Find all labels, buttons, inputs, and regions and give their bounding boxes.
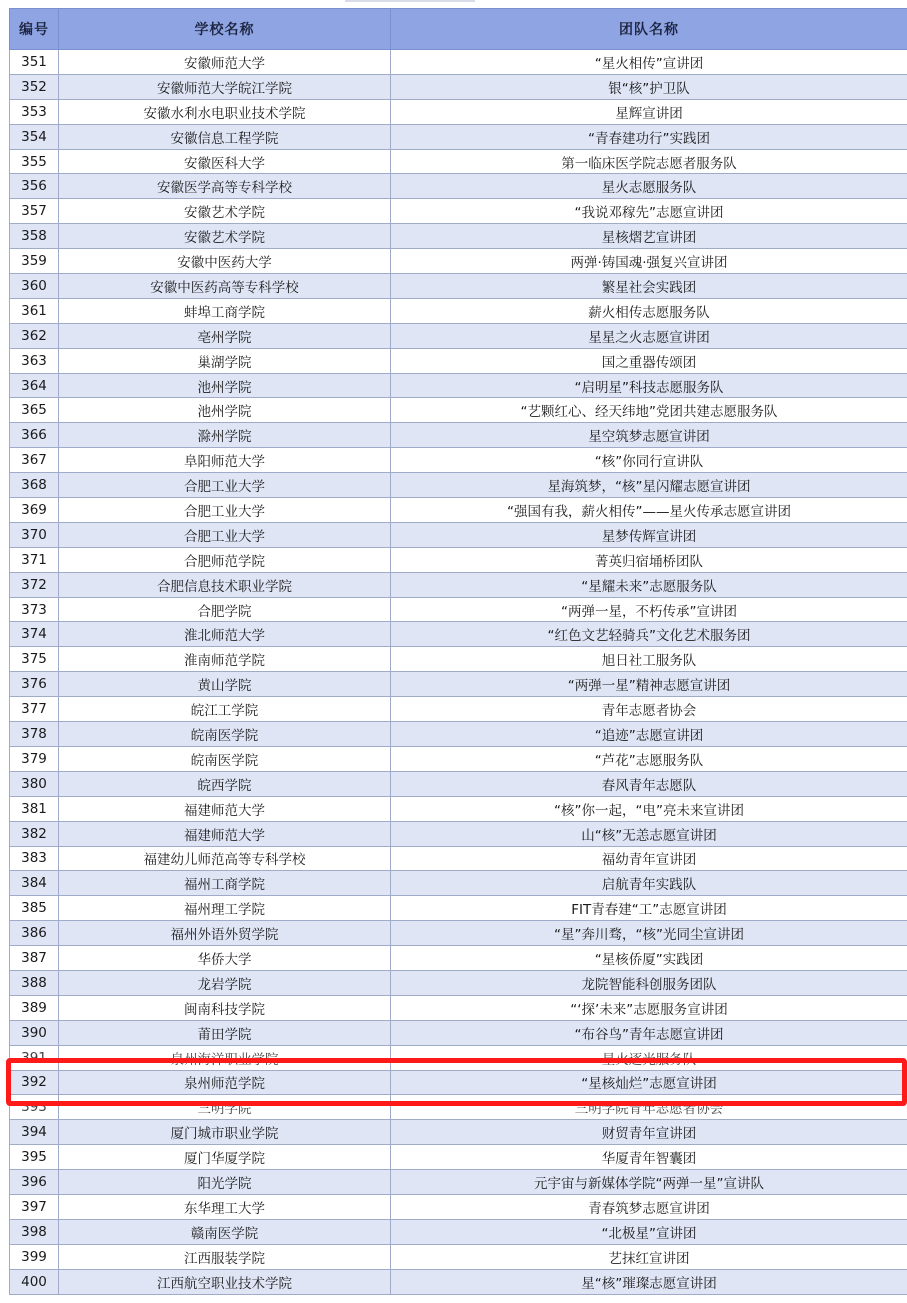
cell-school: 华侨大学 — [59, 946, 391, 971]
cell-school: 安徽信息工程学院 — [59, 124, 391, 149]
cell-team: “星核灿烂”志愿宣讲团 — [391, 1070, 907, 1095]
cell-team: “北极星”宣讲团 — [391, 1219, 907, 1244]
table-row — [10, 124, 907, 149]
table-body — [10, 50, 907, 1295]
cell-team: 元宇宙与新媒体学院“两弹一星”宣讲队 — [391, 1170, 907, 1195]
cell-school: 福建师范大学 — [59, 821, 391, 846]
cell-team: 旭日社工服务队 — [391, 647, 907, 672]
cell-team: 星火逐光服务队 — [391, 1045, 907, 1070]
table-row — [10, 1095, 907, 1120]
cell-school: 江西服装学院 — [59, 1244, 391, 1269]
cell-school: 厦门城市职业学院 — [59, 1120, 391, 1145]
cell-number: 385 — [10, 896, 59, 921]
highlighted-row — [10, 1070, 907, 1095]
cell-school: 皖南医学院 — [59, 722, 391, 747]
table-row — [10, 970, 907, 995]
cell-school: 福州理工学院 — [59, 896, 391, 921]
table-row — [10, 722, 907, 747]
cell-team: 两弹·铸国魂·强复兴宣讲团 — [391, 249, 907, 274]
cell-number: 359 — [10, 249, 59, 274]
table-row — [10, 224, 907, 249]
table-row — [10, 771, 907, 796]
header-row — [10, 9, 907, 50]
cell-team: 青春筑梦志愿宣讲团 — [391, 1194, 907, 1219]
cell-school: 安徽中医药高等专科学校 — [59, 274, 391, 299]
cell-number: 388 — [10, 970, 59, 995]
table-row — [10, 1269, 907, 1294]
cell-team: “星火相传”宣讲团 — [391, 50, 907, 75]
cell-team: “我说邓稼先”志愿宣讲团 — [391, 199, 907, 224]
table-row — [10, 99, 907, 124]
cell-number: 397 — [10, 1194, 59, 1219]
table-row — [10, 796, 907, 821]
table-row — [10, 597, 907, 622]
cell-school: 皖南医学院 — [59, 746, 391, 771]
cell-number: 376 — [10, 672, 59, 697]
table-row — [10, 50, 907, 75]
table-row — [10, 995, 907, 1020]
table-row — [10, 323, 907, 348]
cell-number: 353 — [10, 99, 59, 124]
cell-team: 星“核”璀璨志愿宣讲团 — [391, 1269, 907, 1294]
table-row — [10, 896, 907, 921]
top-rule — [345, 0, 475, 2]
cell-number: 369 — [10, 498, 59, 523]
cell-team: 第一临床医学院志愿者服务队 — [391, 149, 907, 174]
table-row — [10, 448, 907, 473]
cell-team: “追迹”志愿宣讲团 — [391, 722, 907, 747]
cell-number: 357 — [10, 199, 59, 224]
table-row — [10, 746, 907, 771]
cell-number: 383 — [10, 846, 59, 871]
cell-school: 莆田学院 — [59, 1020, 391, 1045]
cell-school: 泉州师范学院 — [59, 1070, 391, 1095]
table-row — [10, 373, 907, 398]
cell-team: “‘探’未来”志愿服务宣讲团 — [391, 995, 907, 1020]
cell-team: “两弹一星，不朽传承”宣讲团 — [391, 597, 907, 622]
cell-number: 362 — [10, 323, 59, 348]
cell-school: 合肥工业大学 — [59, 473, 391, 498]
table-row — [10, 1020, 907, 1045]
cell-number: 390 — [10, 1020, 59, 1045]
cell-number: 400 — [10, 1269, 59, 1294]
cell-number: 377 — [10, 697, 59, 722]
cell-number: 372 — [10, 572, 59, 597]
table-row — [10, 697, 907, 722]
cell-number: 354 — [10, 124, 59, 149]
table-row — [10, 473, 907, 498]
cell-number: 394 — [10, 1120, 59, 1145]
cell-school: 合肥工业大学 — [59, 522, 391, 547]
cell-school: 安徽水利水电职业技术学院 — [59, 99, 391, 124]
cell-team: 龙院智能科创服务团队 — [391, 970, 907, 995]
cell-number: 391 — [10, 1045, 59, 1070]
cell-school: 合肥工业大学 — [59, 498, 391, 523]
table-row — [10, 1194, 907, 1219]
cell-school: 合肥师范学院 — [59, 547, 391, 572]
cell-school: 安徽师范大学 — [59, 50, 391, 75]
cell-team: 福幼青年宣讲团 — [391, 846, 907, 871]
table-row — [10, 547, 907, 572]
cell-number: 367 — [10, 448, 59, 473]
cell-number: 370 — [10, 522, 59, 547]
table-row — [10, 498, 907, 523]
cell-school: 蚌埠工商学院 — [59, 298, 391, 323]
cell-number: 379 — [10, 746, 59, 771]
table-row — [10, 398, 907, 423]
cell-number: 365 — [10, 398, 59, 423]
table-row — [10, 423, 907, 448]
cell-school: 福建师范大学 — [59, 796, 391, 821]
cell-school: 安徽师范大学皖江学院 — [59, 74, 391, 99]
cell-school: 安徽中医药大学 — [59, 249, 391, 274]
cell-number: 373 — [10, 597, 59, 622]
cell-team: 财贸青年宣讲团 — [391, 1120, 907, 1145]
cell-team: “强国有我，薪火相传”——星火传承志愿宣讲团 — [391, 498, 907, 523]
cell-school: 巢湖学院 — [59, 348, 391, 373]
table-row — [10, 846, 907, 871]
cell-number: 398 — [10, 1219, 59, 1244]
cell-team: 薪火相传志愿服务队 — [391, 298, 907, 323]
cell-number: 396 — [10, 1170, 59, 1195]
header-team: 团队名称 — [391, 9, 907, 50]
cell-team: “核”你同行宣讲队 — [391, 448, 907, 473]
table-row — [10, 348, 907, 373]
cell-school: 东华理工大学 — [59, 1194, 391, 1219]
cell-school: 福州工商学院 — [59, 871, 391, 896]
team-list-table — [9, 8, 907, 1295]
cell-team: 银“核”护卫队 — [391, 74, 907, 99]
cell-school: 安徽医学高等专科学校 — [59, 174, 391, 199]
cell-team: 星核熠艺宣讲团 — [391, 224, 907, 249]
cell-team: “青春建功行”实践团 — [391, 124, 907, 149]
cell-team: 星辉宣讲团 — [391, 99, 907, 124]
table-row — [10, 1170, 907, 1195]
cell-school: 龙岩学院 — [59, 970, 391, 995]
cell-team: “芦花”志愿服务队 — [391, 746, 907, 771]
table-row — [10, 149, 907, 174]
cell-number: 363 — [10, 348, 59, 373]
cell-team: 启航青年实践队 — [391, 871, 907, 896]
cell-school: 滁州学院 — [59, 423, 391, 448]
table-row — [10, 647, 907, 672]
cell-school: 池州学院 — [59, 398, 391, 423]
cell-number: 399 — [10, 1244, 59, 1269]
cell-number: 378 — [10, 722, 59, 747]
cell-team: 艺抹红宣讲团 — [391, 1244, 907, 1269]
table-row — [10, 1045, 907, 1070]
cell-number: 361 — [10, 298, 59, 323]
cell-team: 星空筑梦志愿宣讲团 — [391, 423, 907, 448]
cell-school: 合肥信息技术职业学院 — [59, 572, 391, 597]
header-school: 学校名称 — [59, 9, 391, 50]
cell-school: 安徽艺术学院 — [59, 224, 391, 249]
cell-number: 395 — [10, 1145, 59, 1170]
cell-school: 阜阳师范大学 — [59, 448, 391, 473]
cell-number: 358 — [10, 224, 59, 249]
cell-team: 三明学院青年志愿者协会 — [391, 1095, 907, 1120]
cell-number: 380 — [10, 771, 59, 796]
cell-number: 393 — [10, 1095, 59, 1120]
table-row — [10, 921, 907, 946]
cell-school: 池州学院 — [59, 373, 391, 398]
cell-school: 黄山学院 — [59, 672, 391, 697]
cell-school: 泉州海洋职业学院 — [59, 1045, 391, 1070]
cell-number: 371 — [10, 547, 59, 572]
cell-team: 国之重器传颂团 — [391, 348, 907, 373]
cell-team: “星耀未来”志愿服务队 — [391, 572, 907, 597]
table-row — [10, 522, 907, 547]
cell-team: “艺颗红心、经天纬地”党团共建志愿服务队 — [391, 398, 907, 423]
cell-school: 淮北师范大学 — [59, 622, 391, 647]
cell-team: FIT青春建“工”志愿宣讲团 — [391, 896, 907, 921]
cell-number: 351 — [10, 50, 59, 75]
cell-number: 352 — [10, 74, 59, 99]
cell-team: 春风青年志愿队 — [391, 771, 907, 796]
cell-school: 阳光学院 — [59, 1170, 391, 1195]
table-row — [10, 1244, 907, 1269]
cell-school: 皖江工学院 — [59, 697, 391, 722]
cell-number: 374 — [10, 622, 59, 647]
header-number: 编号 — [10, 9, 59, 50]
table-row — [10, 871, 907, 896]
cell-school: 三明学院 — [59, 1095, 391, 1120]
cell-team: 繁星社会实践团 — [391, 274, 907, 299]
cell-team: “红色文艺轻骑兵”文化艺术服务团 — [391, 622, 907, 647]
cell-school: 赣南医学院 — [59, 1219, 391, 1244]
cell-team: “星核侨厦”实践团 — [391, 946, 907, 971]
table-row — [10, 622, 907, 647]
cell-team: “布谷鸟”青年志愿宣讲团 — [391, 1020, 907, 1045]
table-row — [10, 821, 907, 846]
table-row — [10, 249, 907, 274]
table-row — [10, 274, 907, 299]
cell-team: 华厦青年智囊团 — [391, 1145, 907, 1170]
cell-team: “两弹一星”精神志愿宣讲团 — [391, 672, 907, 697]
cell-team: “核”你一起，“电”亮未来宣讲团 — [391, 796, 907, 821]
table-row — [10, 199, 907, 224]
cell-number: 392 — [10, 1070, 59, 1095]
cell-number: 382 — [10, 821, 59, 846]
table-row — [10, 672, 907, 697]
cell-school: 淮南师范学院 — [59, 647, 391, 672]
cell-school: 江西航空职业技术学院 — [59, 1269, 391, 1294]
cell-school: 合肥学院 — [59, 597, 391, 622]
table-row — [10, 1219, 907, 1244]
cell-school: 安徽艺术学院 — [59, 199, 391, 224]
cell-number: 386 — [10, 921, 59, 946]
table-row — [10, 174, 907, 199]
table-row — [10, 74, 907, 99]
table-row — [10, 298, 907, 323]
cell-team: 山“核”无恙志愿宣讲团 — [391, 821, 907, 846]
cell-number: 368 — [10, 473, 59, 498]
cell-school: 安徽医科大学 — [59, 149, 391, 174]
cell-school: 福建幼儿师范高等专科学校 — [59, 846, 391, 871]
cell-team: 星梦传辉宣讲团 — [391, 522, 907, 547]
cell-team: 星海筑梦，“核”星闪耀志愿宣讲团 — [391, 473, 907, 498]
cell-number: 375 — [10, 647, 59, 672]
cell-team: 星星之火志愿宣讲团 — [391, 323, 907, 348]
cell-school: 闽南科技学院 — [59, 995, 391, 1020]
cell-team: “星”奔川骛，“核”光同尘宣讲团 — [391, 921, 907, 946]
cell-team: 青年志愿者协会 — [391, 697, 907, 722]
cell-team: 菁英归宿埇桥团队 — [391, 547, 907, 572]
cell-team: 星火志愿服务队 — [391, 174, 907, 199]
cell-number: 384 — [10, 871, 59, 896]
table-row — [10, 1120, 907, 1145]
cell-number: 387 — [10, 946, 59, 971]
cell-number: 366 — [10, 423, 59, 448]
cell-school: 亳州学院 — [59, 323, 391, 348]
cell-number: 364 — [10, 373, 59, 398]
cell-number: 355 — [10, 149, 59, 174]
cell-number: 381 — [10, 796, 59, 821]
cell-number: 360 — [10, 274, 59, 299]
cell-school: 福州外语外贸学院 — [59, 921, 391, 946]
cell-team: “启明星”科技志愿服务队 — [391, 373, 907, 398]
table-row — [10, 572, 907, 597]
table-row — [10, 1145, 907, 1170]
cell-number: 356 — [10, 174, 59, 199]
cell-number: 389 — [10, 995, 59, 1020]
cell-school: 皖西学院 — [59, 771, 391, 796]
table-row — [10, 946, 907, 971]
cell-school: 厦门华厦学院 — [59, 1145, 391, 1170]
